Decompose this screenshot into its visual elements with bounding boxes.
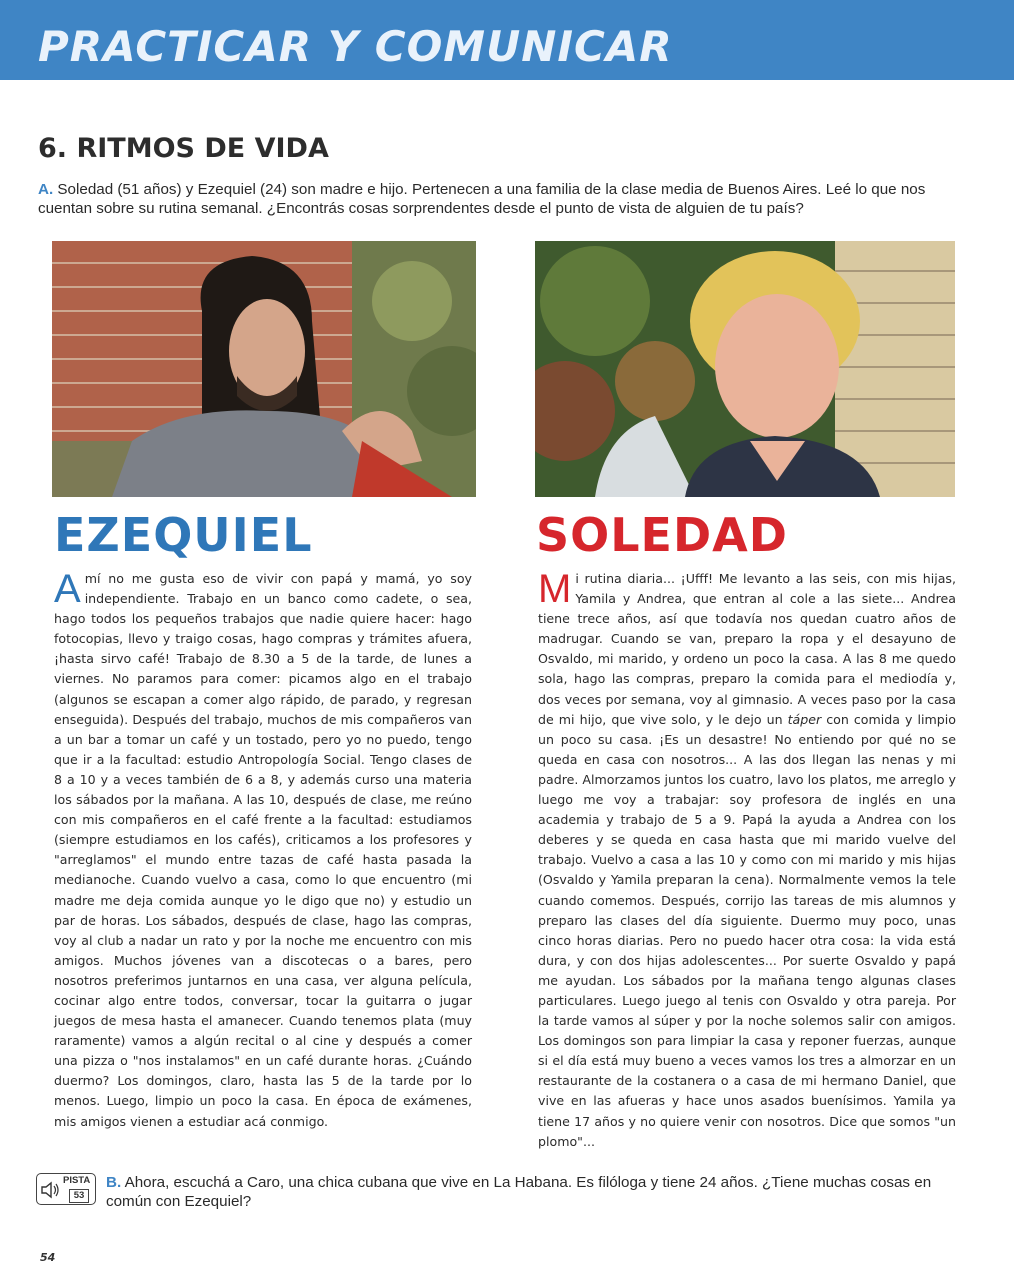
audio-track-badge[interactable] [36,1173,96,1205]
intro-letter: A. [38,181,54,198]
soledad-photo [535,241,955,497]
soledad-name: SOLEDAD [536,508,788,562]
ezequiel-name: EZEQUIEL [54,508,313,562]
page-number: 54 [40,1251,56,1264]
soledad-dropcap: M [538,567,572,611]
part-b-letter: B. [106,1174,122,1191]
section-title: 6. RITMOS DE VIDA [38,133,329,164]
pista-number: 53 [69,1189,89,1203]
speaker-icon [40,1181,60,1199]
ezequiel-dropcap: A [54,567,81,611]
part-b-paragraph [106,1173,946,1211]
soledad-paragraph-start: i rutina diaria... ¡Ufff! Me levanto a las seis, con mis hijas, Yamila y Andrea, que entran al cole a las siete... Andrea tiene trece años, así que todavía nos quedan cuatro años de madrugar. Cuando se van, preparo la ropa y el desayuno de Osvaldo, mi marido, y ordeno un poco la casa. A las 8 me quedo sola, hago las compras, preparo la comida para el mediodía y, dos veces por semana, voy al gimnasio. A veces paso por la casa de mi hijo, que vive solo, y le dejo un [538,571,956,727]
header-title: PRACTICAR Y COMUNICAR [38,22,673,71]
ezequiel-paragraph: mí no me gusta eso de vivir con papá y mamá, yo soy independiente. Trabajo en un banco como cadete, o sea, hago todos los pequeños trabajos que nadie quiere hacer: hago fotocopias, llevo y traigo cosas, hago compras y trámites afuera, ¡hasta sirvo café! Trabajo de 8.30 a 5 de la tarde, de lunes a viernes. No paramos para comer: picamos algo en el trabajo (algunos se escapan a comer algo rápido, de parado, y regresan enseguida). Después del trabajo, muchos de mis compañeros van a un bar a tomar un café y un tostado, pero yo no puedo, tengo que ir a la facultad: estudio Antropología Social. Tengo clases de 8 a 10 y a veces también de 6 a 8, y además curso una materia los sábados por la mañana. A las 10, después de clase, me reúno con mis compañeros en el café frente a la facultad: estudiamos (siempre estudiamos en los cafés), criticamos a los profesores y "arreglamos" el mundo entre tazas de café hasta pasada la medianoche. Cuando vuelvo a casa, como lo que encuentro (mi madre me deja comida aunque yo le digo que no) y estudio un par de horas. Los sábados, después de clase, hago las compras, voy al club a nadar un rato y por la noche me encuentro con mis amigos. Muchos jóvenes van a discotecas o a bares, pero nosotros preferimos juntarnos en una casa, ver alguna película, cocinar algo entre todos, conversar, tocar la guitarra o jugar juegos de mesa hasta el amanecer. Cuando tenemos plata (muy raramente) vamos a algún recital o al cine y después a comer una pizza o "nos instalamos" en un café durante horas. ¿Cuándo duermo? Los domingos, claro, hasta las 5 de la tarde por lo menos. Luego, limpio un poco la casa. En época de exámenes, mis amigos vienen a estudiar acá conmigo. [54,571,472,1129]
intro-text: Soledad (51 años) y Ezequiel (24) son madre e hijo. Pertenecen a una familia de la clase media de Buenos Aires. Leé lo que nos cuentan sobre su rutina semanal. ¿Encontrás cosas sorprendentes desde el punto de vista de alguien de tu país? [38,181,926,217]
soledad-italic-word: táper [787,711,822,727]
soledad-text [538,569,956,1152]
intro-paragraph [38,180,958,218]
pista-label: PISTA [63,1175,91,1186]
ezequiel-photo [52,241,476,497]
part-b-text: Ahora, escuchá a Caro, una chica cubana que vive en La Habana. Es filóloga y tiene 24 años. ¿Tiene muchas cosas en común con Ezequiel? [106,1174,932,1210]
ezequiel-text [54,569,472,1132]
soledad-paragraph-end: con comida y limpio un poco su casa. ¡Es un desastre! No entiendo por qué no se queda en casa con nosotros... A las dos llegan las nenas y mi padre. Almorzamos juntos los cuatro, lavo los platos, me arreglo y luego me voy a trabajar: soy profesora de inglés en una academia y trabajo de 5 a 9. Papá la ayuda a Andrea con los deberes y se queda en casa hasta que mi marido vuelve del trabajo. Vuelvo a casa a las 10 y como con mi marido y mis hijas (Osvaldo y Yamila preparan la cena). Normalmente vemos la tele cuando comemos. Después, corrijo las tareas de mis alumnos y preparo las clases del día siguiente. Duermo muy poco, unas cinco horas diarias. Pero no puedo hacer otra cosa: la vida está dura, y con dos hijas adolescentes... Por suerte Osvaldo y papá me ayudan. Los sábados por la mañana tengo algunas clases particulares. Luego juego al tenis con Osvaldo y otra pareja. Por la tarde vamos al súper y por la noche solemos salir con amigos. Los domingos son para limpiar la casa y reponer fuerzas, aunque si el día está muy bueno a veces vamos los tres a almorzar en un restaurante de la costanera o a casa de mi hermano Daniel, que vive en las afueras y hace unos asados buenísimos. Yamila ya tiene 17 años y no quiere venir con nosotros. Dice que somos "un plomo"... [538,711,956,1149]
header-banner [0,0,1014,80]
